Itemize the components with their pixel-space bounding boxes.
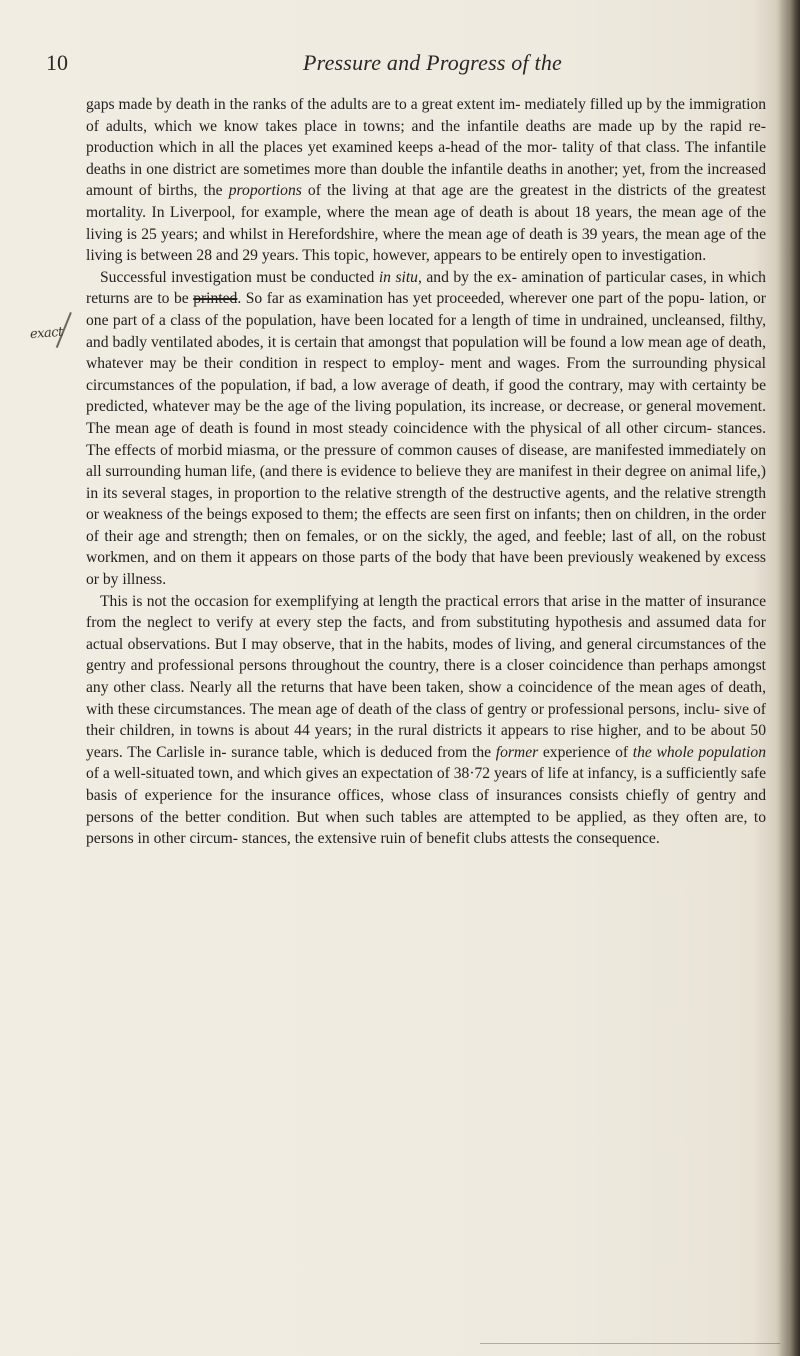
page-edge-shadow <box>778 0 800 1356</box>
page-bottom-rule <box>480 1343 780 1344</box>
page-number: 10 <box>46 50 68 75</box>
paragraph-1: gaps made by death in the ranks of the adults are to a great extent im- mediately filled up by the immigration of adults, which we know takes place in towns; and the infantile deaths are made up by the rapid re- production which in all the places yet examined keeps a-head of the mor- tality of that class. The infantile deaths in one district are sometimes more than double the infantile deaths in another; yet, from the increased amount of births, the proportions of the living at that age are the greatest in the districts of the greatest mortality. In Liverpool, for example, where the mean age of death is about 18 years, the mean age of the living is 25 years; and whilst in Herefordshire, where the mean age of death is 39 years, the mean age of the living is between 28 and 29 years. This topic, however, appears to be entirely open to investigation. <box>86 96 767 265</box>
page-header <box>40 44 760 84</box>
paragraph-3: This is not the occasion for exemplifying at length the practical errors that arise in the matter of insurance from the neglect to verify at every step the facts, and from substituting hypothesis and assumed data for actual observations. But I may observe, that in the habits, modes of living, and general circumstances of the gentry and professional persons throughout the country, there is a closer coincidence than perhaps amongst any other class. Nearly all the returns that have been taken, show a coincidence of the mean ages of death, with these circumstances. The mean age of death of the class of gentry or professional persons, inclu- sive of their children, in towns is about 44 years; in the rural districts it appears to rise higher, and to be about 50 years. The Carlisle in- surance table, which is deduced from the former experience of the whole population of a well-situated town, and which gives an expectation of 38·72 years of life at infancy, is a sufficiently safe basis of experience for the insurance offices, whose class of insurances consists chiefly of gentry and persons of the better condition. But when such tables are attempted to be applied, as they often are, to persons in other circum- stances, the extensive ruin of benefit clubs attests the consequence. <box>86 592 766 848</box>
running-head: Pressure and Progress of the <box>303 50 562 75</box>
emphasis: in situ <box>378 268 418 286</box>
emphasis: the whole population <box>632 743 766 761</box>
body-text <box>86 94 766 850</box>
paragraph-2: Successful investigation must be conducted in situ, and by the ex- amination of particular cases, in which returns are to be printed. So far as examination has yet proceeded, wherever one part of the popu- lation, or one part of a class of the population, have been located for a length of time in undrained, uncleansed, filthy, and badly ventilated abodes, it is certain that amongst that population will be found a low mean age of death, whatever may be their condition in respect to employ- ment and wages. From the surrounding physical circumstances of the population, if bad, a low average of death, if good the contrary, may with certainty be predicted, whatever may be the age of the living population, its increase, or decrease, or general movement. The mean age of death is found in most steady coincidence with the physical of all other circum- stances. The effects of morbid miasma, or the pressure of common causes of disease, are manifested immediately on all surrounding human life, (and there is evidence to believe they are manifest in their degree on animal life,) in its several stages, in proportion to the relative strength of the destructive agents, and the relative strength or weakness of the beings exposed to them; the effects are seen first on infants; then on children, in the order of their age and strength; then on females, or on the sickly, the aged, and feeble; last of all, on the robust workmen, and on them it appears on those parts of the body that have been previously weakened by excess or by illness. <box>86 268 766 589</box>
emphasis: former <box>495 743 539 761</box>
struck-word: printed <box>193 290 238 308</box>
emphasis: proportions <box>228 182 302 200</box>
margin-handwritten-note: exact <box>29 324 64 343</box>
